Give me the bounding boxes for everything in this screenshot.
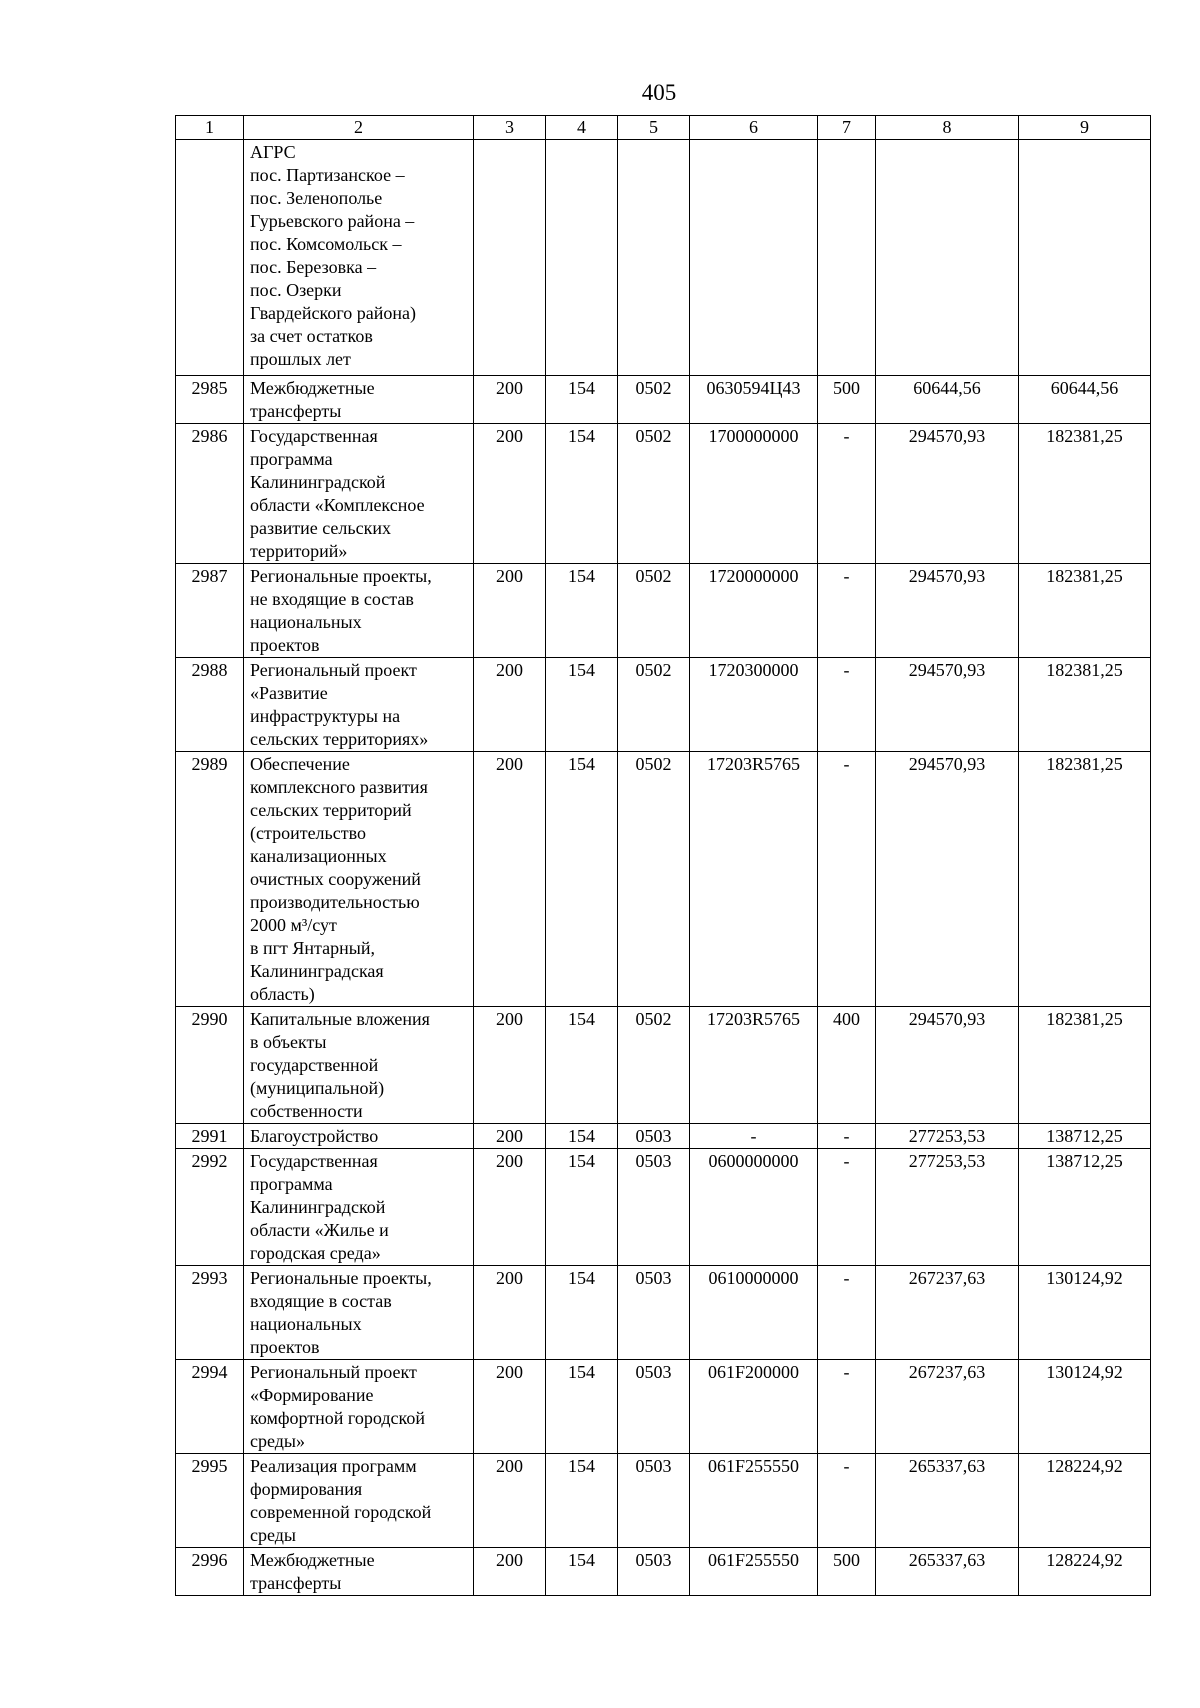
amount-cell-9	[1019, 140, 1151, 376]
table-row	[176, 658, 1151, 752]
code-cell-3: 200	[474, 424, 546, 564]
description-cell: Региональные проекты, не входящие в состав национальных проектов	[244, 564, 474, 658]
code-cell-3	[474, 140, 546, 376]
section-code-cell: 0502	[618, 1007, 690, 1124]
section-code-cell: 0502	[618, 752, 690, 1007]
column-header: 8	[876, 116, 1019, 140]
code-cell-3: 200	[474, 1548, 546, 1596]
amount-cell-9: 130124,92	[1019, 1266, 1151, 1360]
description-cell: АГРС пос. Партизанское – пос. Зеленополье Гурьевского района – пос. Комсомольск – пос. Березовка – пос. Озерки Гвардейского района) за счет остатков прошлых лет	[244, 140, 474, 376]
row-number-cell: 2987	[176, 564, 244, 658]
description-cell: Капитальные вложения в объекты государственной (муниципальной) собственности	[244, 1007, 474, 1124]
row-number-cell: 2994	[176, 1360, 244, 1454]
code-cell-4: 154	[546, 752, 618, 1007]
code-cell-3: 200	[474, 1124, 546, 1149]
row-number-cell: 2993	[176, 1266, 244, 1360]
amount-cell-9: 182381,25	[1019, 564, 1151, 658]
description-cell: Государственная программа Калининградской области «Комплексное развитие сельских территорий»	[244, 424, 474, 564]
amount-cell-8	[876, 140, 1019, 376]
row-number-cell: 2992	[176, 1149, 244, 1266]
amount-cell-8: 294570,93	[876, 424, 1019, 564]
description-cell: Государственная программа Калининградской области «Жилье и городская среда»	[244, 1149, 474, 1266]
amount-cell-8: 294570,93	[876, 564, 1019, 658]
table-row	[176, 1149, 1151, 1266]
code-cell-4: 154	[546, 424, 618, 564]
expense-type-cell: 500	[818, 1548, 876, 1596]
target-article-cell: 061F255550	[690, 1548, 818, 1596]
expense-type-cell: -	[818, 1124, 876, 1149]
row-number-cell: 2996	[176, 1548, 244, 1596]
code-cell-4: 154	[546, 1007, 618, 1124]
amount-cell-8: 265337,63	[876, 1454, 1019, 1548]
expense-type-cell: -	[818, 1360, 876, 1454]
expense-type-cell: -	[818, 424, 876, 564]
section-code-cell	[618, 140, 690, 376]
section-code-cell: 0502	[618, 564, 690, 658]
code-cell-4: 154	[546, 376, 618, 424]
amount-cell-9: 182381,25	[1019, 752, 1151, 1007]
target-article-cell: 0630594Ц43	[690, 376, 818, 424]
row-number-cell: 2990	[176, 1007, 244, 1124]
code-cell-4: 154	[546, 1454, 618, 1548]
description-cell: Межбюджетные трансферты	[244, 1548, 474, 1596]
row-number-cell: 2989	[176, 752, 244, 1007]
section-code-cell: 0503	[618, 1548, 690, 1596]
code-cell-4: 154	[546, 1124, 618, 1149]
amount-cell-8: 267237,63	[876, 1360, 1019, 1454]
column-header: 7	[818, 116, 876, 140]
code-cell-4: 154	[546, 1548, 618, 1596]
column-header: 9	[1019, 116, 1151, 140]
expense-type-cell	[818, 140, 876, 376]
description-cell: Межбюджетные трансферты	[244, 376, 474, 424]
amount-cell-8: 294570,93	[876, 658, 1019, 752]
section-code-cell: 0502	[618, 658, 690, 752]
column-header: 1	[176, 116, 244, 140]
section-code-cell: 0502	[618, 424, 690, 564]
amount-cell-8: 294570,93	[876, 1007, 1019, 1124]
amount-cell-8: 277253,53	[876, 1149, 1019, 1266]
amount-cell-9: 128224,92	[1019, 1454, 1151, 1548]
row-number-cell: 2986	[176, 424, 244, 564]
target-article-cell: 061F200000	[690, 1360, 818, 1454]
code-cell-3: 200	[474, 1454, 546, 1548]
table-row	[176, 1454, 1151, 1548]
amount-cell-9: 182381,25	[1019, 424, 1151, 564]
amount-cell-8: 267237,63	[876, 1266, 1019, 1360]
amount-cell-8: 265337,63	[876, 1548, 1019, 1596]
section-code-cell: 0503	[618, 1124, 690, 1149]
budget-table	[175, 115, 1151, 1596]
table-row	[176, 1007, 1151, 1124]
description-cell: Обеспечение комплексного развития сельских территорий (строительство канализационных очистных сооружений производительностью 2000 м³/сут в пгт Янтарный, Калининградская область)	[244, 752, 474, 1007]
target-article-cell: 061F255550	[690, 1454, 818, 1548]
description-cell: Региональные проекты, входящие в состав национальных проектов	[244, 1266, 474, 1360]
header-row	[176, 116, 1151, 140]
code-cell-4: 154	[546, 658, 618, 752]
expense-type-cell: 500	[818, 376, 876, 424]
description-cell: Благоустройство	[244, 1124, 474, 1149]
section-code-cell: 0503	[618, 1454, 690, 1548]
amount-cell-9: 138712,25	[1019, 1124, 1151, 1149]
column-header: 2	[244, 116, 474, 140]
code-cell-3: 200	[474, 1266, 546, 1360]
row-number-cell: 2991	[176, 1124, 244, 1149]
expense-type-cell: -	[818, 1266, 876, 1360]
table-row	[176, 564, 1151, 658]
amount-cell-9: 60644,56	[1019, 376, 1151, 424]
target-article-cell: 0600000000	[690, 1149, 818, 1266]
code-cell-3: 200	[474, 658, 546, 752]
section-code-cell: 0503	[618, 1266, 690, 1360]
amount-cell-8: 277253,53	[876, 1124, 1019, 1149]
amount-cell-9: 128224,92	[1019, 1548, 1151, 1596]
target-article-cell: 17203R5765	[690, 752, 818, 1007]
expense-type-cell: -	[818, 752, 876, 1007]
table-row	[176, 376, 1151, 424]
description-cell: Региональный проект «Развитие инфраструктуры на сельских территориях»	[244, 658, 474, 752]
column-header: 3	[474, 116, 546, 140]
row-number-cell: 2995	[176, 1454, 244, 1548]
amount-cell-9: 130124,92	[1019, 1360, 1151, 1454]
table-row	[176, 1266, 1151, 1360]
table-row	[176, 1124, 1151, 1149]
page-number: 405	[641, 80, 677, 105]
table-body	[176, 140, 1151, 1596]
code-cell-3: 200	[474, 1007, 546, 1124]
target-article-cell: 0610000000	[690, 1266, 818, 1360]
code-cell-3: 200	[474, 376, 546, 424]
section-code-cell: 0502	[618, 376, 690, 424]
code-cell-4: 154	[546, 1149, 618, 1266]
row-number-cell: 2988	[176, 658, 244, 752]
code-cell-4: 154	[546, 564, 618, 658]
expense-type-cell: 400	[818, 1007, 876, 1124]
amount-cell-8: 60644,56	[876, 376, 1019, 424]
expense-type-cell: -	[818, 658, 876, 752]
table-row	[176, 1548, 1151, 1596]
table-row	[176, 752, 1151, 1007]
description-cell: Реализация программ формирования современной городской среды	[244, 1454, 474, 1548]
code-cell-4: 154	[546, 1266, 618, 1360]
target-article-cell: 1720300000	[690, 658, 818, 752]
section-code-cell: 0503	[618, 1149, 690, 1266]
code-cell-3: 200	[474, 564, 546, 658]
table-row	[176, 1360, 1151, 1454]
amount-cell-9: 182381,25	[1019, 1007, 1151, 1124]
column-header: 6	[690, 116, 818, 140]
section-code-cell: 0503	[618, 1360, 690, 1454]
target-article-cell: -	[690, 1124, 818, 1149]
code-cell-4	[546, 140, 618, 376]
expense-type-cell: -	[818, 1454, 876, 1548]
code-cell-3: 200	[474, 1360, 546, 1454]
row-number-cell	[176, 140, 244, 376]
target-article-cell	[690, 140, 818, 376]
expense-type-cell: -	[818, 564, 876, 658]
amount-cell-8: 294570,93	[876, 752, 1019, 1007]
table-row	[176, 140, 1151, 376]
expense-type-cell: -	[818, 1149, 876, 1266]
target-article-cell: 1700000000	[690, 424, 818, 564]
code-cell-3: 200	[474, 752, 546, 1007]
column-header: 5	[618, 116, 690, 140]
table-row	[176, 424, 1151, 564]
code-cell-3: 200	[474, 1149, 546, 1266]
target-article-cell: 17203R5765	[690, 1007, 818, 1124]
row-number-cell: 2985	[176, 376, 244, 424]
target-article-cell: 1720000000	[690, 564, 818, 658]
amount-cell-9: 182381,25	[1019, 658, 1151, 752]
code-cell-4: 154	[546, 1360, 618, 1454]
description-cell: Региональный проект «Формирование комфортной городской среды»	[244, 1360, 474, 1454]
amount-cell-9: 138712,25	[1019, 1149, 1151, 1266]
column-header: 4	[546, 116, 618, 140]
